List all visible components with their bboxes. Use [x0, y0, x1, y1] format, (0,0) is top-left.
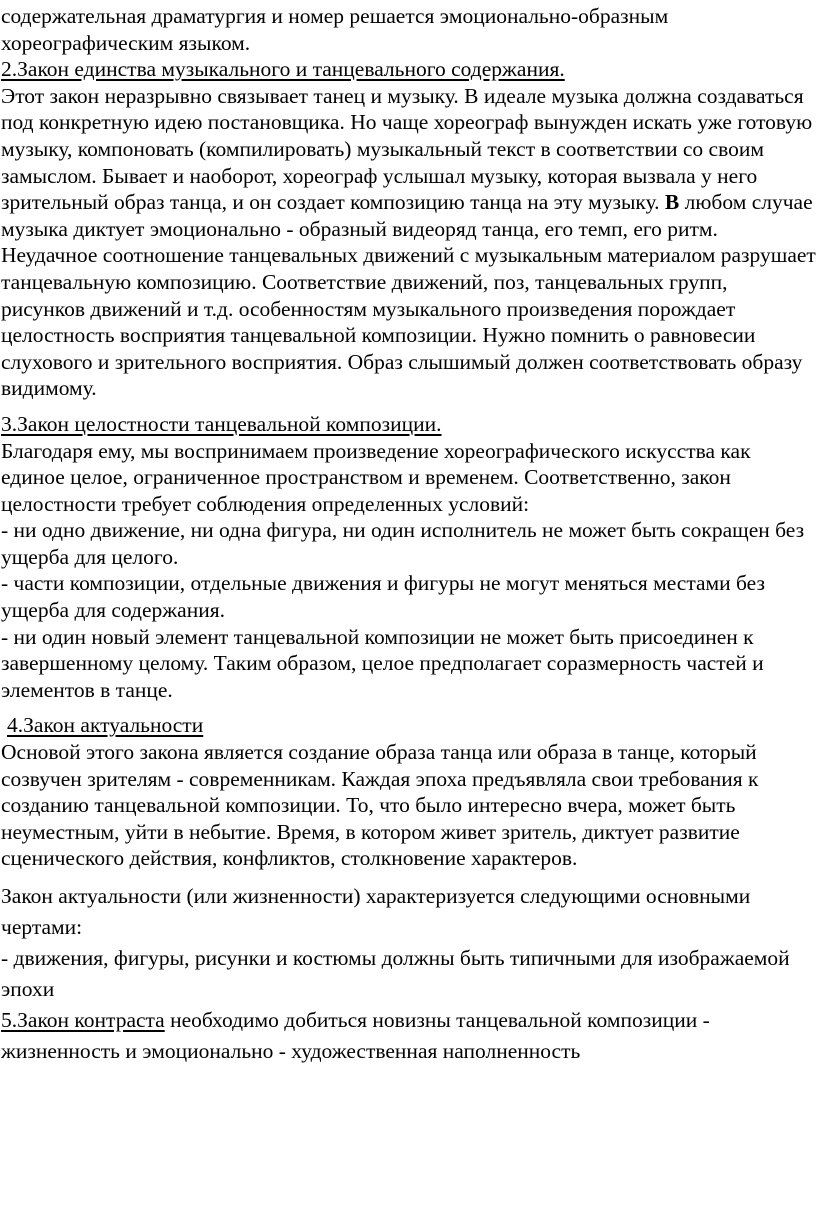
- law5-heading-text: 5.Закон контраста: [1, 1008, 165, 1032]
- law2-para-part2: любом случае музыка диктует эмоционально - образный видеоряд танца, его темп, его ритм. Неудачное соотношение танцевальных движений с музыкальным материалом разрушает танцевальную композицию. Соответствие движений, поз, танцевальных групп, рисунков движений и т.д. особенностям музыкального произведения порождает целостность восприятия танцевальной композиции. Нужно помнить о равновесии слухового и зрительного восприятия. Образ слышимый должен соответствовать образу видимому.: [1, 190, 816, 401]
- top-line-1: содержательная драматургия и номер решается эмоционально-образным: [1, 4, 669, 28]
- law4-heading: [1, 712, 816, 739]
- law4-paragraph-2: Закон актуальности (или жизненности) характеризуется следующими основными чертами:: [1, 884, 751, 939]
- top-line-2: хореографическим языком.: [1, 30, 251, 55]
- law3-item-1: - ни одно движение, ни одна фигура, ни один исполнитель не может быть сокращен без ущерба для целого.: [1, 518, 805, 569]
- law2-heading-text: 2.Закон единства музыкального и танцевального содержания.: [1, 57, 565, 82]
- law2-para-part1: Этот закон неразрывно связывает танец и музыку. В идеале музыка должна создаваться под конкретную идею постановщика. Но чаще хореограф вынужден искать уже готовую музыку, компоновать (компилировать) музыкальный текст в соответствии со своим замыслом. Бывает и наоборот, хореограф услышал музыку, которая вызвала у него зрительный образ танца, и он создает композицию танца на эту музыку.: [1, 83, 813, 215]
- top-continuation: [1, 3, 816, 56]
- law4-item: - движения, фигуры, рисунки и костюмы должны быть типичными для изображаемой эпохи: [1, 946, 790, 1001]
- law2-bold-letter: В: [664, 190, 680, 215]
- law5-paragraph: [1, 1005, 816, 1067]
- law3-heading: [1, 411, 816, 438]
- spacer: [1, 872, 816, 881]
- law3-intro: Благодаря ему, мы воспринимаем произведение хореографического искусства как единое целое, ограниченное пространством и временем. Соответственно, закон целостности требует соблюдения определенных условий:: [1, 438, 751, 516]
- law4-paragraph: Основой этого закона является создание образа танца или образа в танце, который созвучен зрителям - современникам. Каждая эпоха предъявляла свои требования к созданию танцевальной композиции. То, что было интересно вчера, может быть неуместным, уйти в небытие. Время, в котором живет зритель, диктует развитие сценического действия, конфликтов, столкновение характеров.: [1, 740, 759, 871]
- law4-heading-text: 4.Закон актуальности: [7, 713, 204, 738]
- law2-paragraph: [1, 83, 816, 402]
- law2-heading: [1, 56, 816, 83]
- spacer: [1, 402, 816, 411]
- law5-rest: необходимо добиться новизны танцевальной композиции - жизненность и эмоционально - художественная наполненность: [1, 1008, 710, 1063]
- law3-item-3: - ни один новый элемент танцевальной композиции не может быть присоединен к завершенному целому. Таким образом, целое предполагает соразмерность частей и элементов в танце.: [1, 624, 764, 702]
- law3-item-2: - части композиции, отдельные движения и фигуры не могут меняться местами без ущерба для содержания.: [1, 571, 765, 623]
- law3-heading-text: 3.Закон целостности танцевальной композиции.: [1, 411, 442, 436]
- spacer: [1, 703, 816, 712]
